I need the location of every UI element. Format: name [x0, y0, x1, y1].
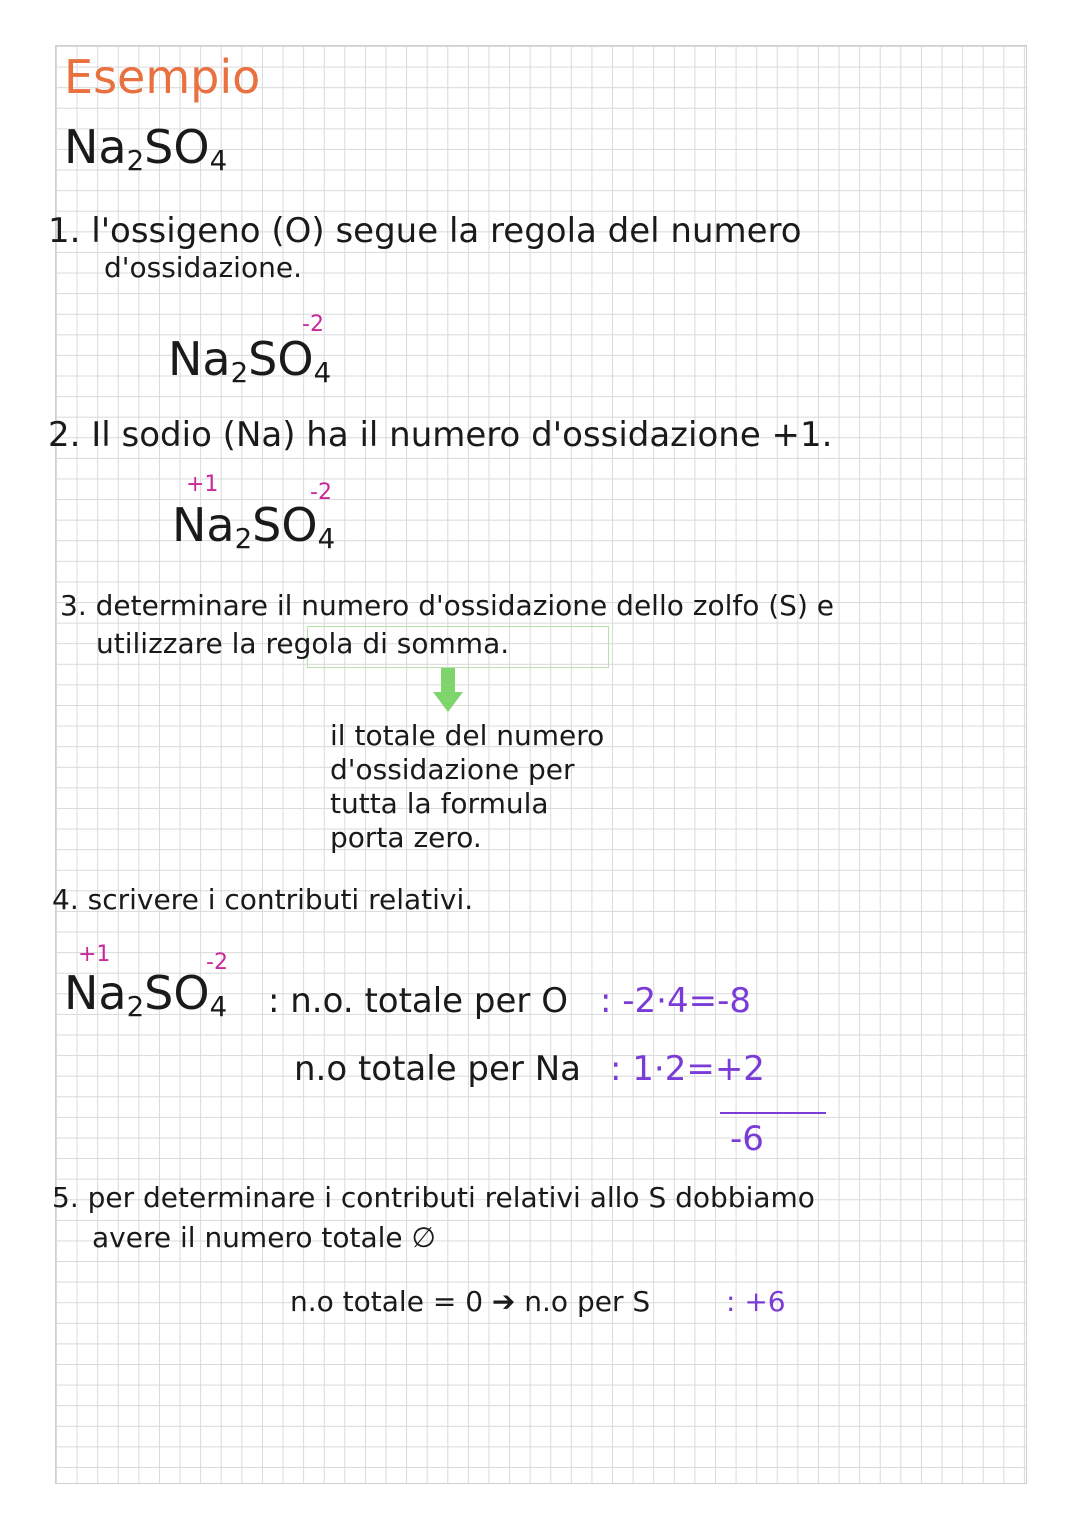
step3-line2-highlight: regola di somma	[265, 627, 501, 660]
step3-line2	[96, 627, 510, 660]
step3-note-line1: il totale del numero	[330, 719, 605, 752]
step5-result-value: : +6	[726, 1285, 786, 1318]
step4-formula-so-sub: 4	[209, 989, 228, 1023]
step3-line2-pre: utilizzare la	[96, 627, 266, 660]
step5-line2: avere il numero totale ∅	[92, 1221, 436, 1254]
step5-line1: 5. per determinare i contributi relativi allo S dobbiamo	[52, 1181, 815, 1214]
step3-note-line4: porta zero.	[330, 821, 482, 854]
step2-charge-na: +1	[186, 472, 219, 497]
step4-row2-value: : 1·2=+2	[610, 1049, 765, 1089]
down-arrow-icon	[433, 668, 463, 714]
step4-formula	[64, 966, 228, 1023]
step2-formula-so: SO	[252, 498, 318, 552]
step1-charge-o: -2	[302, 312, 324, 337]
step1-line1: 1. l'ossigeno (O) segue la regola del numero	[48, 211, 802, 251]
step4-formula-na: Na	[64, 966, 127, 1020]
step2-formula-na-sub: 2	[234, 521, 253, 555]
step4-charge-o: -2	[206, 950, 228, 975]
formula-so: SO	[144, 120, 210, 174]
step4-line1: 4. scrivere i contributi relativi.	[52, 883, 474, 916]
step5-result-label: n.o totale = 0 ➔ n.o per S	[290, 1285, 651, 1318]
step4-row1-value: : -2·4=-8	[600, 981, 751, 1021]
step2-formula-na: Na	[172, 498, 235, 552]
formula-so-sub: 4	[209, 143, 228, 177]
step1-formula-so: SO	[248, 332, 314, 386]
step3-line1: 3. determinare il numero d'ossidazione dello zolfo (S) e	[60, 589, 835, 622]
step2-charge-o: -2	[310, 480, 332, 505]
formula-na-sub: 2	[126, 143, 145, 177]
step4-sum: -6	[730, 1119, 764, 1159]
step2-formula-so-sub: 4	[317, 521, 336, 555]
step1-formula-na-sub: 2	[230, 355, 249, 389]
step1-formula	[168, 332, 332, 389]
page-title: Esempio	[64, 50, 261, 104]
step1-formula-na: Na	[168, 332, 231, 386]
step4-formula-na-sub: 2	[126, 989, 145, 1023]
step3-note-line2: d'ossidazione per	[330, 753, 575, 786]
step3-note-line3: tutta la formula	[330, 787, 549, 820]
step4-row2-label: n.o totale per Na	[294, 1049, 581, 1089]
step1-formula-so-sub: 4	[313, 355, 332, 389]
formula-main	[64, 120, 228, 177]
formula-na: Na	[64, 120, 127, 174]
step4-formula-so: SO	[144, 966, 210, 1020]
step2-line1: 2. Il sodio (Na) ha il numero d'ossidazione +1.	[48, 415, 833, 455]
sum-divider	[720, 1112, 826, 1114]
step1-line2: d'ossidazione.	[104, 251, 302, 284]
step4-row1-label: : n.o. totale per O	[268, 981, 568, 1021]
step3-line2-post: .	[500, 627, 510, 660]
step2-formula	[172, 498, 336, 555]
step4-charge-na: +1	[78, 942, 111, 967]
